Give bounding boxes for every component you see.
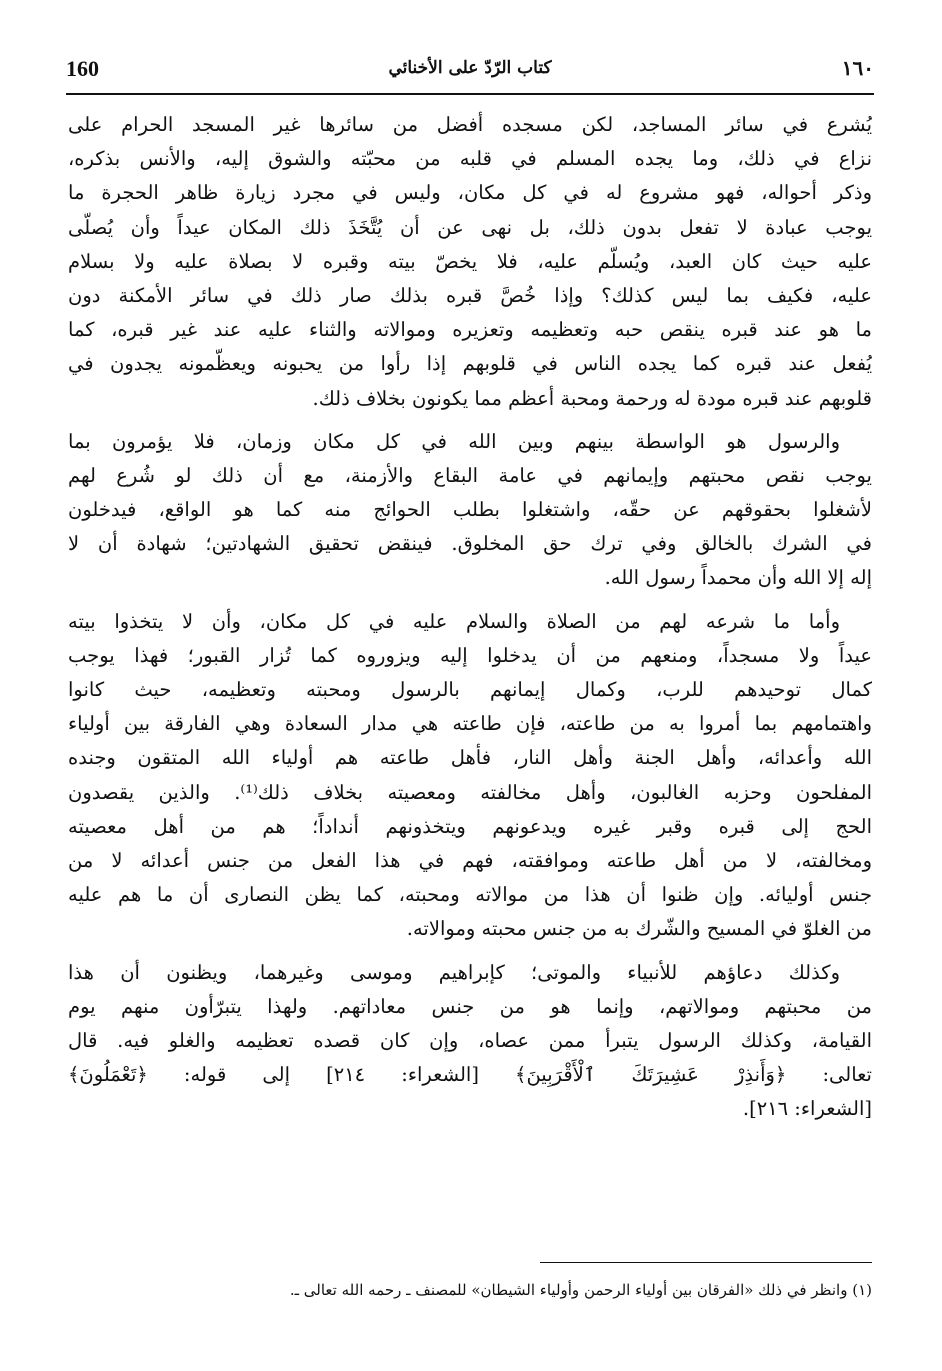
text-line: جنس أوليائه. وإن ظنوا أن هذا من موالاته ومحبته، كما يظن النصارى أن ما هم عليه xyxy=(68,883,872,907)
text-line: عيداً ولا مسجداً، ومنعهم من أن يدخلوا إليه ويزوروه كما تُزار القبور؛ فهذا يوجب xyxy=(68,643,872,667)
text-line: يوجب عبادة لا تفعل بدون ذلك، بل نهى عن أن يُتَّخَذَ ذلك المكان عيداً وأن يُصلّى xyxy=(68,215,872,239)
text-line: قلوبهم عند قبره مودة له ورحمة ومحبة أعظم مما يكونون بخلاف ذلك. xyxy=(312,386,872,410)
text-line: لأشغلوا بحقوقهم عن حقّه، واشتغلوا بطلب الحوائج منه كما هو الواقع، فيدخلون xyxy=(68,498,872,522)
text-line: يوجب نقص محبتهم وإيمانهم في عامة البقاع والأزمنة، مع أن ذلك لو شُرع لهم xyxy=(68,463,872,487)
text-line: من الغلوّ في المسيح والشّرك به من جنس محبته وموالاته. xyxy=(406,917,872,941)
header-rule xyxy=(66,93,874,95)
paragraph xyxy=(68,605,872,947)
page-number-latin: 160 xyxy=(66,56,99,81)
text-line: وكذلك دعاؤهم للأنبياء والموتى؛ كإبراهيم وموسى وغيرهما، ويظنون أن هذا xyxy=(68,960,840,984)
text-line: وأما ما شرعه لهم من الصلاة والسلام عليه في كل مكان، وأن لا يتخذوا بيته xyxy=(68,609,840,633)
footnote-rule xyxy=(540,1262,872,1263)
text-line: عليه حيث كان العبد، ويُسلّم عليه، فلا يخصّ بيته وقبره لا بصلاة عليه ولا بسلام xyxy=(68,249,872,273)
text-line: الله وأعدائه، وأهل الجنة وأهل النار، فأهل طاعته هم أولياء الله المتقون وجنده xyxy=(68,746,872,770)
body-text xyxy=(68,108,872,1135)
text-line: ومخالفته، لا من أهل طاعته وموافقته، فهم في هذا الفعل من جنس أعدائه لا من xyxy=(68,848,872,872)
page-number-arabic: ١٦٠ xyxy=(841,56,874,80)
text-line: نزاع في ذلك، وما يجده المسلم في قلبه من محبّته والشوق إليه، والأنس بذكره، xyxy=(68,147,872,171)
text-line: وذكر أحواله، فهو مشروع له في كل مكان، وليس في مجرد زيارة ظاهر الحجرة ما xyxy=(68,181,872,205)
text-line: يُشرع في سائر المساجد، لكن مسجده أفضل من سائرها غير المسجد الحرام على xyxy=(68,113,872,136)
text-line: يُفعل عند قبره كما يجده الناس في قلوبهم إذا رأوا من يحبونه ويعظّمونه يجدون في xyxy=(68,352,872,376)
text-line: والرسول هو الواسطة بينهم وبين الله في كل مكان وزمان، فلا يؤمرون بما xyxy=(68,429,840,453)
running-title: كتاب الرّدّ على الأخنائي xyxy=(388,58,552,78)
text-line: [الشعراء: ٢١٦]. xyxy=(742,1097,872,1121)
text-line: واهتمامهم بما أمروا به من طاعته، فإن طاعته هي مدار السعادة وهي الفارقة بين أولياء xyxy=(68,712,872,736)
text-line: في الشرك بالخالق وفي ترك حق المخلوق. فينقض تحقيق الشهادتين؛ شهادة أن لا xyxy=(68,532,872,556)
text-line: المفلحون وحزبه الغالبون، وأهل مخالفته ومعصيته بخلاف ذلك⁽¹⁾. والذين يقصدون xyxy=(68,780,872,804)
footnote: (١) وانظر في ذلك «الفرقان بين أولياء الرحمن وأولياء الشيطان» للمصنف ـ رحمه الله تعالى ـ. xyxy=(289,1281,872,1299)
paragraph xyxy=(68,425,872,596)
text-line: ما هو عند قبره ينقص حبه وتعظيمه وتعزيره وموالاته والثناء عليه عند غير قبره، كما xyxy=(68,318,872,342)
paragraph xyxy=(68,108,872,416)
text-line: إله إلا الله وأن محمداً رسول الله. xyxy=(604,566,872,590)
text-line: الحج إلى قبره وقبر غيره ويدعونهم ويتخذونهم أنداداً؛ هم من أهل معصيته xyxy=(68,814,872,838)
paragraph xyxy=(68,956,872,1127)
page-header xyxy=(66,54,874,90)
text-line: القيامة، وكذلك الرسول يتبرأ ممن عصاه، وإن كان قصده تعظيمه والغلو فيه. قال xyxy=(68,1028,872,1052)
text-line: من محبتهم وموالاتهم، وإنما هو من جنس معاداتهم. ولهذا يتبرّأون منهم يوم xyxy=(68,994,872,1018)
text-line: كمال توحيدهم للرب، وكمال إيمانهم بالرسول ومحبته وتعظيمه، حيث كانوا xyxy=(68,678,872,701)
text-line: عليه، فكيف بما ليس كذلك؟ وإذا خُصَّ قبره بذلك صار ذلك في سائر الأمكنة دون xyxy=(68,283,872,307)
text-line: تعالى: ﴿وَأَنذِرْ عَشِيرَتَكَ ٱلْأَقْرَبِينَ﴾ [الشعراء: ٢١٤] إلى قوله: ﴿تَعْمَلُونَ﴾ xyxy=(68,1063,872,1087)
